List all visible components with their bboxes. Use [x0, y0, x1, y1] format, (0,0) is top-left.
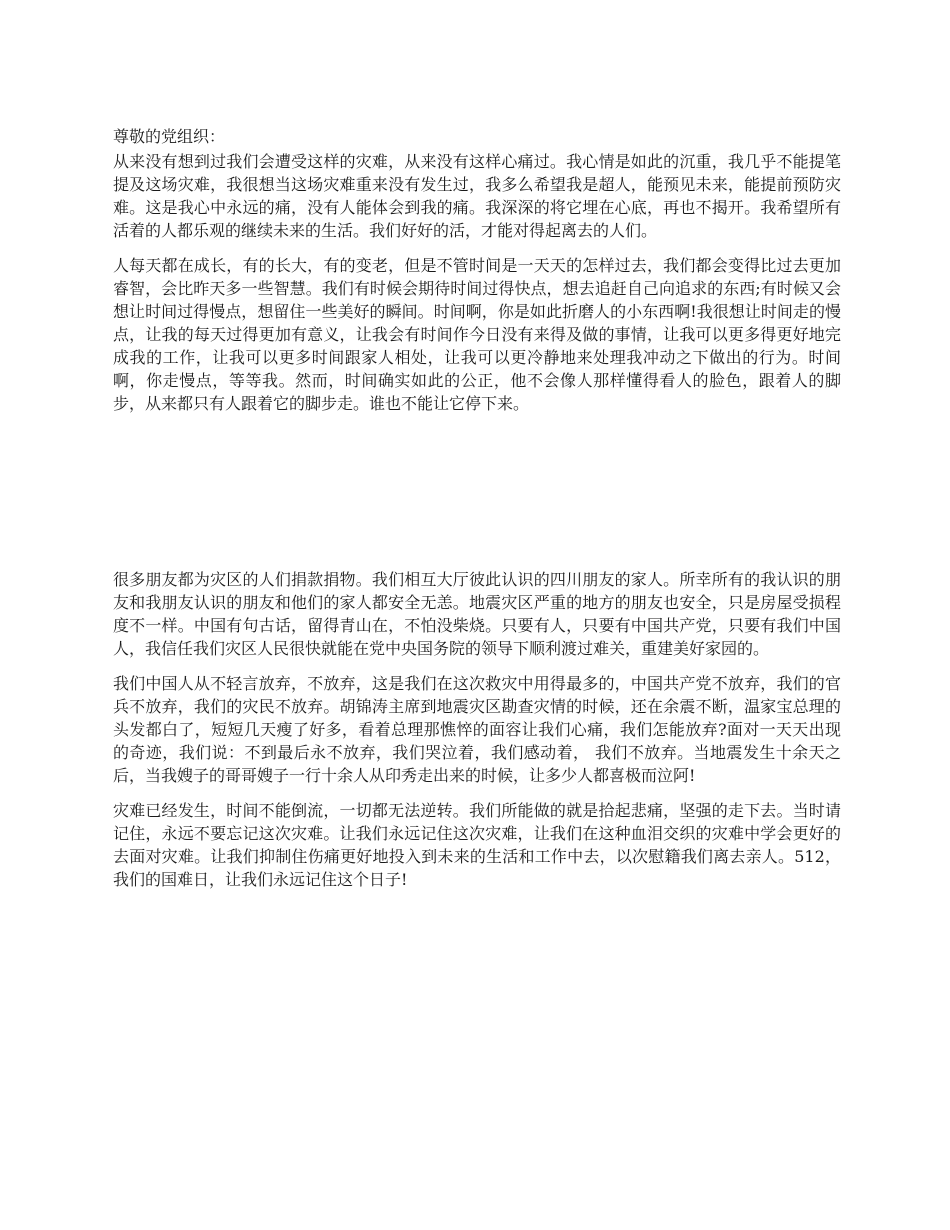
greeting-line: 尊敬的党组织： [113, 127, 226, 146]
paragraph-2: 人每天都在成长，有的长大，有的变老，但是不管时间是一天天的怎样过去，我们都会变得比过去更加睿智，会比昨天多一些智慧。我们有时候会期待时间过得快点，想去追赶自己向追求的东西;有时候又会想让时间过得慢点，想留住一些美好的瞬间。时间啊，你是如此折磨人的小东西啊!我很想让时间走的慢点，让我的每天过得更加有意义，让我会有时间作今日没有来得及做的事情，让我可以更多得更好地完成我的工作，让我可以更多时间跟家人相处，让我可以更冷静地来处理我冲动之下做出的行为。时间啊，你走慢点，等等我。然而，时间确实如此的公正，他不会像人那样懂得看人的脸色，跟着人的脚步，从来都只有人跟着它的脚步走。谁也不能让它停下来。 [113, 256, 841, 413]
paragraph-1: 从来没有想到过我们会遭受这样的灾难，从来没有这样心痛过。我心情是如此的沉重，我几乎不能提笔提及这场灾难，我很想当这场灾难重来没有发生过，我多么希望我是超人，能预见未来，能提前预防灾难。这是我心中永远的痛，没有人能体会到我的痛。我深深的将它埋在心底，再也不揭开。我希望所有活着的人都乐观的继续未来的生活。我们好好的活，才能对得起离去的人们。 [113, 152, 841, 240]
paragraph-4: 我们中国人从不轻言放弃，不放弃，这是我们在这次救灾中用得最多的，中国共产党不放弃，我们的官兵不放弃，我们的灾民不放弃。胡锦涛主席到地震灾区勘查灾情的时候，还在余震不断，温家宝总理的头发都白了，短短几天瘦了好多，看着总理那憔悴的面容让我们心痛，我们怎能放弃?面对一天天出现的奇迹，我们说：不到最后永不放弃，我们哭泣着，我们感动着， 我们不放弃。当地震发生十余天之后，当我嫂子的哥哥嫂子一行十余人从印秀走出来的时候，让多少人都喜极而泣阿! [113, 674, 841, 785]
body-section-2 [113, 568, 841, 903]
paragraph-3: 很多朋友都为灾区的人们捐款捐物。我们相互大厅彼此认识的四川朋友的家人。所幸所有的我认识的朋友和我朋友认识的朋友和他们的家人都安全无恙。地震灾区严重的地方的朋友也安全，只是房屋受损程度不一样。中国有句古话，留得青山在，不怕没柴烧。只要有人，只要有中国共产党，只要有我们中国人，我信任我们灾区人民很快就能在党中央国务院的领导下顺利渡过难关，重建美好家园的。 [113, 570, 841, 658]
paragraph-5: 灾难已经发生，时间不能倒流，一切都无法逆转。我们所能做的就是拾起悲痛，坚强的走下去。当时请记住，永远不要忘记这次灾难。让我们永远记住这次灾难，让我们在这种血泪交织的灾难中学会更好的去面对灾难。让我们抑制住伤痛更好地投入到未来的生活和工作中去，以次慰籍我们离去亲人。512，我们的国难日，让我们永远记住这个日子! [113, 801, 841, 889]
body-section-1 [113, 150, 841, 427]
